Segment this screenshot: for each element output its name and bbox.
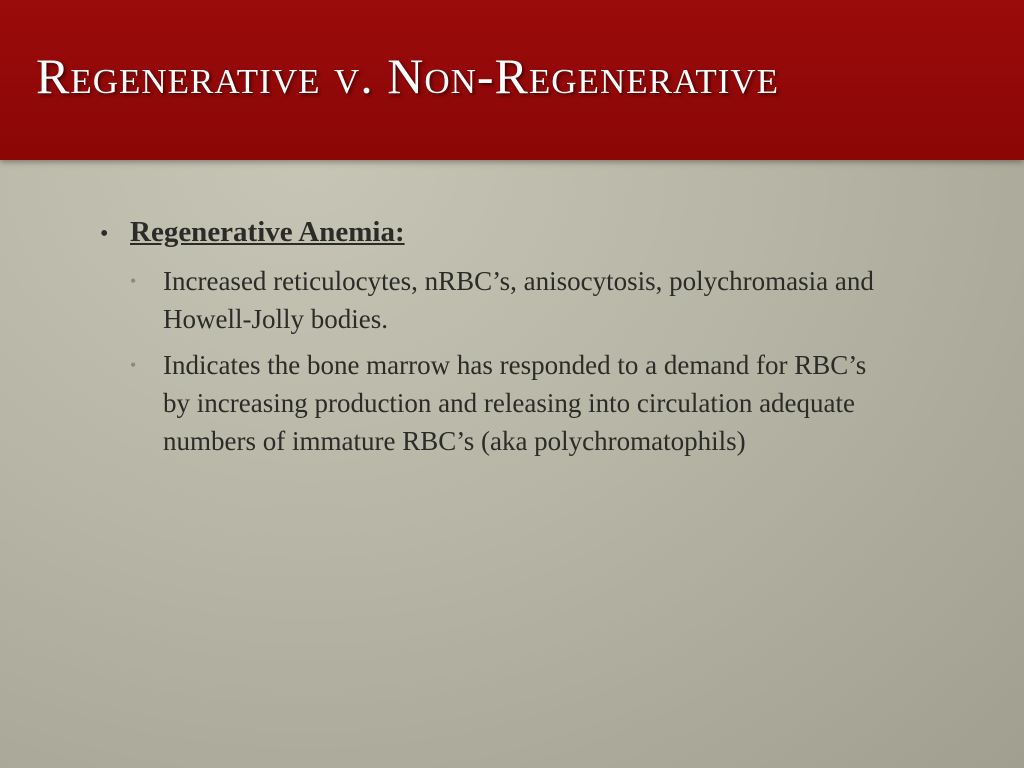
bullet-regenerative-anemia <box>100 212 920 254</box>
sub-bullet-text: Indicates the bone marrow has responded to a demand for RBC’s by increasing production and releasing into circulation adequate numbers of immature RBC’s (aka polychromatophils) <box>163 350 867 456</box>
bullet-heading: Regenerative Anemia: <box>130 216 405 248</box>
sub-bullet-item <box>130 346 920 460</box>
sub-bullet-icon: • <box>130 355 137 375</box>
sub-bullet-icon: • <box>130 271 137 291</box>
sub-bullet-text: Increased reticulocytes, nRBC’s, anisocytosis, polychromasia and Howell-Jolly bodies. <box>163 266 874 334</box>
slide-content <box>100 212 920 468</box>
bullet-icon: • <box>100 221 109 247</box>
slide-title: Regenerative v. Non-Regenerative <box>36 48 780 104</box>
sub-bullet-list <box>100 262 920 460</box>
title-bar <box>0 0 1024 160</box>
sub-bullet-item <box>130 262 920 338</box>
